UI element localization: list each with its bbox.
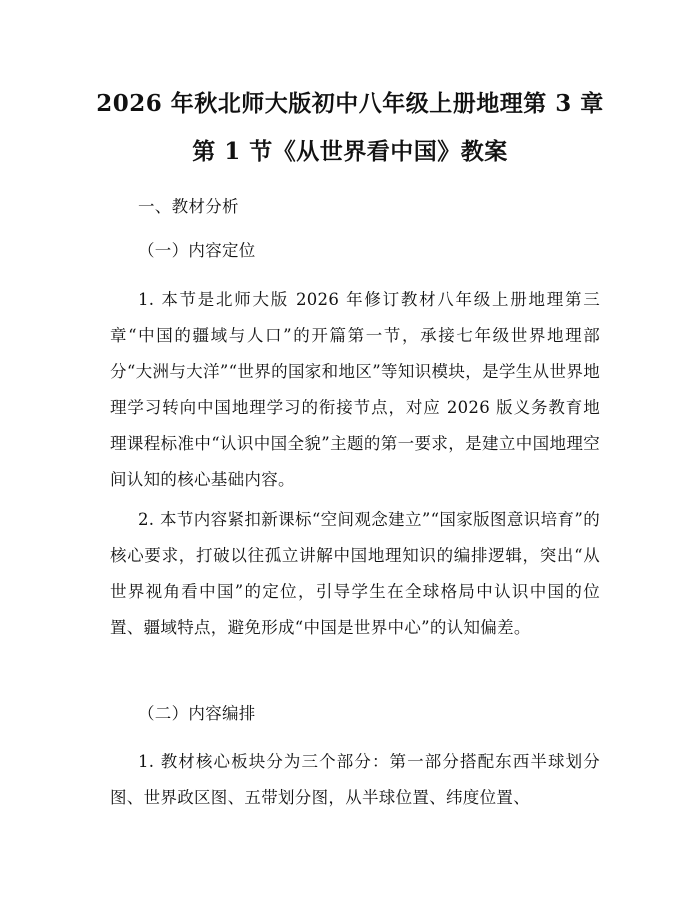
subsection-heading-content-arrangement: （二）内容编排 bbox=[138, 704, 256, 723]
paragraph-3: 1. 教材核心板块分为三个部分：第一部分搭配东西半球划分图、世界政区图、五带划分图，从半球位置、纬度位置、 bbox=[110, 752, 600, 807]
paragraph-2: 2. 本节内容紧扣新课标“空间观念建立”“国家版图意识培育”的核心要求，打破以往孤立讲解中国地理知识的编排逻辑，突出“从世界视角看中国”的定位，引导学生在全球格局中认识中国的位置、疆域特点，避免形成“中国是世界中心”的认知偏差。 bbox=[110, 510, 600, 637]
paragraph-1: 1. 本节是北师大版 2026 年修订教材八年级上册地理第三章“中国的疆域与人口”的开篇第一节，承接七年级世界地理部分“大洲与大洋”“世界的国家和地区”等知识模块，是学生从世界地理学习转向中国地理学习的衔接节点，对应 2026 版义务教育地理课程标准中“认识中国全貌”主题的第一要求，是建立中国地理空间认知的核心基础内容。 bbox=[110, 290, 600, 489]
subsection-heading-content-positioning: （一）内容定位 bbox=[138, 241, 256, 260]
section-heading-materials-analysis: 一、教材分析 bbox=[138, 197, 239, 216]
document-title: 2026 年秋北师大版初中八年级上册地理第 3 章第 1 节《从世界看中国》教案 bbox=[96, 90, 604, 165]
